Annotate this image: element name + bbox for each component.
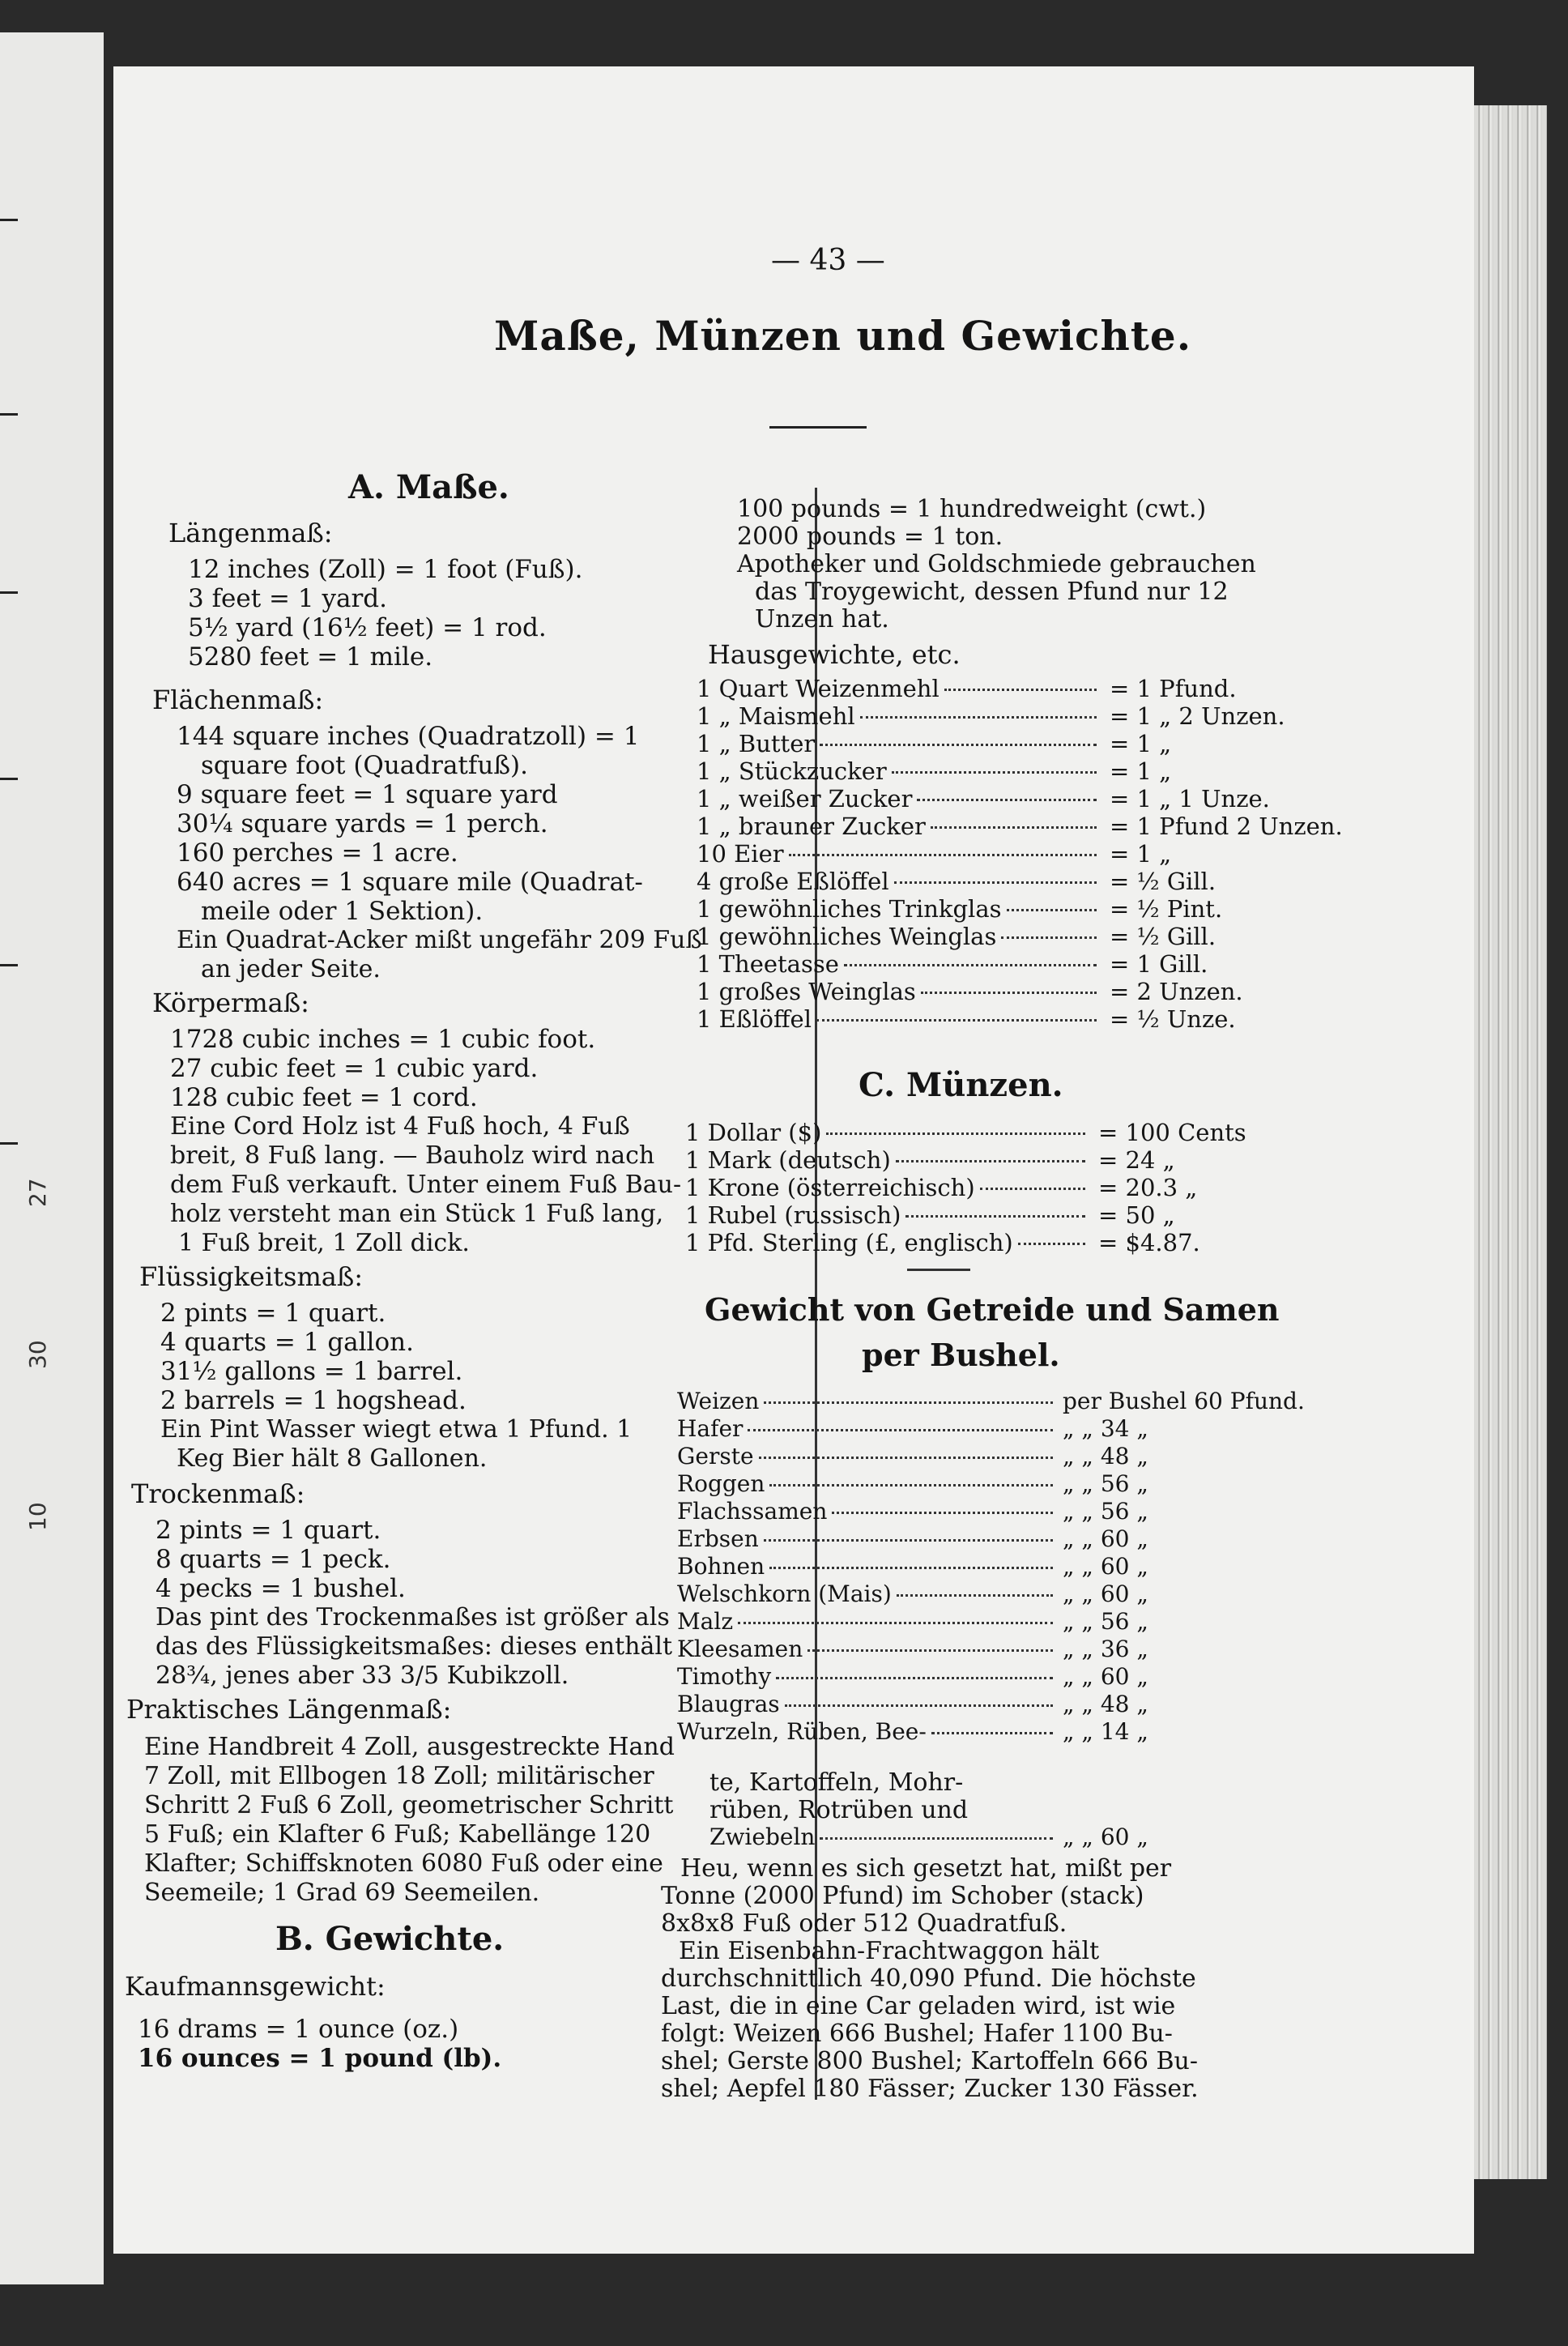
fluessigkeitsmass-line: Keg Bier hält 8 Gallonen. xyxy=(177,1444,488,1473)
row-value: = 1 Pfund. xyxy=(1110,675,1237,702)
koerpermass-line: 1 Fuß breit, 1 Zoll dick. xyxy=(178,1229,470,1257)
koerpermass-heading: Körpermaß: xyxy=(152,987,309,1018)
row-value: „ „ 14 „ xyxy=(1063,1718,1148,1745)
getreide-paragraph: Tonne (2000 Pfund) im Schober (stack) xyxy=(661,1882,1144,1910)
praktisches-heading: Praktisches Längenmaß: xyxy=(126,1694,452,1725)
row-label: 1 Krone (österreichisch) xyxy=(685,1174,975,1201)
row-label: 1 „ Stückzucker xyxy=(697,757,887,785)
koerpermass-line: Eine Cord Holz ist 4 Fuß hoch, 4 Fuß xyxy=(170,1112,630,1141)
dot-leader xyxy=(776,1677,1053,1679)
trockenmass-heading: Trockenmaß: xyxy=(131,1478,305,1509)
dot-leader xyxy=(844,964,1097,966)
koerpermass-line: 27 cubic feet = 1 cubic yard. xyxy=(170,1054,539,1083)
row-value: = 1 „ xyxy=(1110,757,1172,785)
getreide-title: Gewicht von Getreide und Samen xyxy=(705,1291,1280,1328)
right-top-line: Unzen hat. xyxy=(755,605,889,633)
row-label: 4 große Eßlöffel xyxy=(697,868,889,895)
row-value: = ½ Unze. xyxy=(1110,1005,1236,1033)
dot-leader xyxy=(892,771,1097,774)
row-value: = 1 Pfund 2 Unzen. xyxy=(1110,813,1343,840)
flaechenmass-line: Ein Quadrat-Acker mißt ungefähr 209 Fuß xyxy=(177,926,702,954)
dot-leader xyxy=(931,1732,1053,1734)
row-label: Blaugras xyxy=(677,1691,780,1717)
flaechenmass-line: 144 square inches (Quadratzoll) = 1 xyxy=(177,722,640,751)
trockenmass-line: 28¾, jenes aber 33 3/5 Kubikzoll. xyxy=(156,1661,569,1690)
row-value: „ „ 56 „ xyxy=(1063,1470,1148,1497)
praktisches-line: 5 Fuß; ein Klafter 6 Fuß; Kabellänge 120 xyxy=(144,1820,651,1849)
koerpermass-line: dem Fuß verkauft. Unter einem Fuß Bau- xyxy=(170,1171,682,1199)
right-top-line: 2000 pounds = 1 ton. xyxy=(737,523,1003,551)
dot-leader xyxy=(769,1484,1053,1487)
row-value: = 1 „ xyxy=(1110,730,1172,757)
getreide-cont: te, Kartoffeln, Mohr- xyxy=(709,1768,964,1797)
margin-tick xyxy=(0,219,18,221)
dot-leader xyxy=(894,881,1097,884)
dot-leader xyxy=(1001,936,1097,939)
row-label: 10 Eier xyxy=(697,840,784,868)
row-label: Roggen xyxy=(677,1470,765,1497)
dot-leader xyxy=(738,1622,1053,1624)
laengenmass-line: 3 feet = 1 yard. xyxy=(188,584,387,613)
flaechenmass-line: 30¼ square yards = 1 perch. xyxy=(177,809,548,838)
flaechenmass-line: 160 perches = 1 acre. xyxy=(177,838,458,868)
dot-leader xyxy=(820,1837,1053,1840)
row-value: = 1 „ 2 Unzen. xyxy=(1110,702,1285,730)
getreide-paragraph: Heu, wenn es sich gesetzt hat, mißt per xyxy=(680,1854,1172,1883)
flaechenmass-line: 640 acres = 1 square mile (Quadrat- xyxy=(177,868,643,897)
row-label: Welschkorn (Mais) xyxy=(677,1580,892,1607)
dot-leader xyxy=(764,1401,1053,1404)
row-value: = 50 „ xyxy=(1098,1201,1175,1229)
row-value: „ „ 36 „ xyxy=(1063,1636,1148,1662)
row-value: „ „ 48 „ xyxy=(1063,1443,1148,1469)
fluessigkeitsmass-line: 2 pints = 1 quart. xyxy=(160,1299,386,1328)
flaechenmass-line: 9 square feet = 1 square yard xyxy=(177,780,558,809)
row-label: Weizen xyxy=(677,1388,760,1414)
row-label: Zwiebeln xyxy=(709,1823,816,1850)
dot-leader xyxy=(860,716,1097,719)
row-label: Kleesamen xyxy=(677,1636,803,1662)
row-label: 1 Pfd. Sterling (£, englisch) xyxy=(685,1229,1013,1256)
fluessigkeitsmass-line: 4 quarts = 1 gallon. xyxy=(160,1328,414,1357)
row-value: = 100 Cents xyxy=(1098,1119,1246,1146)
fluessigkeitsmass-line: Ein Pint Wasser wiegt etwa 1 Pfund. 1 xyxy=(160,1415,633,1444)
row-label: 1 gewöhnliches Weinglas xyxy=(697,923,997,950)
section-c-title: C. Münzen. xyxy=(859,1066,1063,1104)
trockenmass-line: Das pint des Trockenmaßes ist größer als xyxy=(156,1603,670,1632)
praktisches-line: 7 Zoll, mit Ellbogen 18 Zoll; militärischer xyxy=(144,1762,654,1790)
row-label: Erbsen xyxy=(677,1525,759,1552)
row-value: „ „ 60 „ xyxy=(1063,1525,1148,1552)
dot-leader xyxy=(832,1512,1053,1514)
fluessigkeitsmass-heading: Flüssigkeitsmaß: xyxy=(139,1261,364,1292)
row-label: 1 „ Maismehl xyxy=(697,702,855,730)
row-value: „ „ 60 „ xyxy=(1063,1663,1148,1690)
margin-tick xyxy=(0,964,18,966)
dot-leader xyxy=(816,1019,1097,1022)
row-label: 1 Theetasse xyxy=(697,950,839,978)
praktisches-line: Eine Handbreit 4 Zoll, ausgestreckte Hand xyxy=(144,1733,675,1761)
margin-tick xyxy=(0,413,18,416)
row-value: „ „ 60 „ xyxy=(1063,1823,1148,1850)
koerpermass-line: holz versteht man ein Stück 1 Fuß lang, xyxy=(170,1200,664,1228)
right-top-line: Apotheker und Goldschmiede gebrauchen xyxy=(737,550,1256,578)
dot-leader xyxy=(769,1567,1053,1569)
section-a-title: A. Maße. xyxy=(348,468,509,506)
dot-leader xyxy=(921,992,1097,994)
row-label: 1 gewöhnliches Trinkglas xyxy=(697,895,1002,923)
dot-leader xyxy=(789,854,1097,856)
getreide-paragraph: 8x8x8 Fuß oder 512 Quadratfuß. xyxy=(661,1909,1067,1938)
getreide-title-2: per Bushel. xyxy=(862,1337,1060,1373)
flaechenmass-line: square foot (Quadratfuß). xyxy=(201,751,528,780)
row-label: 1 Quart Weizenmehl xyxy=(697,675,940,702)
dot-leader xyxy=(820,744,1097,746)
row-value: „ „ 48 „ xyxy=(1063,1691,1148,1717)
dot-leader xyxy=(759,1457,1053,1459)
dot-leader xyxy=(748,1429,1053,1431)
getreide-cont: rüben, Rotrüben und xyxy=(709,1796,969,1824)
row-label: 1 Eßlöffel xyxy=(697,1005,812,1033)
row-label: 1 Dollar ($) xyxy=(685,1119,822,1146)
dot-leader xyxy=(980,1188,1085,1190)
fluessigkeitsmass-line: 31½ gallons = 1 barrel. xyxy=(160,1357,463,1386)
praktisches-line: Schritt 2 Fuß 6 Zoll, geometrischer Schritt xyxy=(144,1791,674,1819)
section-b-title: B. Gewichte. xyxy=(275,1920,505,1958)
row-value: = ½ Gill. xyxy=(1110,868,1216,895)
hausgewichte-heading: Hausgewichte, etc. xyxy=(708,639,961,670)
row-label: Bohnen xyxy=(677,1553,765,1580)
row-value: = 20.3 „ xyxy=(1098,1174,1198,1201)
book-page xyxy=(113,66,1474,2254)
koerpermass-line: 128 cubic feet = 1 cord. xyxy=(170,1083,478,1112)
row-value: „ „ 56 „ xyxy=(1063,1608,1148,1635)
row-value: per Bushel 60 Pfund. xyxy=(1063,1388,1305,1414)
kaufmann-line: 16 drams = 1 ounce (oz.) xyxy=(138,2015,459,2044)
row-label: 1 großes Weinglas xyxy=(697,978,916,1005)
row-value: = $4.87. xyxy=(1098,1229,1200,1256)
dot-leader xyxy=(1018,1243,1085,1245)
flaechenmass-line: an jeder Seite. xyxy=(201,955,381,983)
dot-leader xyxy=(905,1215,1085,1218)
row-value: „ „ 60 „ xyxy=(1063,1580,1148,1607)
laengenmass-line: 12 inches (Zoll) = 1 foot (Fuß). xyxy=(188,555,583,584)
koerpermass-line: breit, 8 Fuß lang. — Bauholz wird nach xyxy=(170,1141,655,1170)
trockenmass-line: 4 pecks = 1 bushel. xyxy=(156,1574,406,1603)
praktisches-line: Klafter; Schiffsknoten 6080 Fuß oder eine xyxy=(144,1849,663,1878)
dot-leader xyxy=(896,1160,1085,1162)
trockenmass-line: das des Flüssigkeitsmaßes: dieses enthält xyxy=(156,1632,672,1661)
dot-leader xyxy=(807,1649,1053,1652)
getreide-paragraph: durchschnittlich 40,090 Pfund. Die höchste xyxy=(661,1964,1196,1993)
right-top-line: das Troygewicht, dessen Pfund nur 12 xyxy=(755,578,1229,606)
row-value: = 2 Unzen. xyxy=(1110,978,1243,1005)
margin-number: 30 xyxy=(24,1340,51,1369)
margin-tick xyxy=(0,778,18,780)
row-value: = 1 „ 1 Unze. xyxy=(1110,785,1270,813)
dot-leader xyxy=(944,689,1097,691)
kaufmann-heading: Kaufmannsgewicht: xyxy=(125,1971,386,2002)
margin-number: 10 xyxy=(24,1502,51,1531)
section-rule xyxy=(907,1269,970,1271)
page-stack-edge xyxy=(1474,105,1547,2179)
facing-page-edge xyxy=(0,32,104,2284)
laengenmass-heading: Längenmaß: xyxy=(168,518,333,548)
laengenmass-line: 5½ yard (16½ feet) = 1 rod. xyxy=(188,613,547,642)
row-value: = ½ Pint. xyxy=(1110,895,1223,923)
row-label: Flachssamen xyxy=(677,1498,828,1525)
laengenmass-line: 5280 feet = 1 mile. xyxy=(188,642,433,672)
fluessigkeitsmass-line: 2 barrels = 1 hogshead. xyxy=(160,1386,467,1415)
margin-tick xyxy=(0,591,18,594)
getreide-paragraph: shel; Gerste 800 Bushel; Kartoffeln 666 Bu- xyxy=(661,2047,1198,2075)
row-value: = 1 „ xyxy=(1110,840,1172,868)
dot-leader xyxy=(931,826,1097,829)
row-value: = 1 Gill. xyxy=(1110,950,1208,978)
getreide-paragraph: Last, die in eine Car geladen wird, ist wie xyxy=(661,1992,1176,2020)
dot-leader xyxy=(826,1132,1085,1135)
flaechenmass-heading: Flächenmaß: xyxy=(152,685,324,715)
margin-tick xyxy=(0,1142,18,1145)
row-value: „ „ 60 „ xyxy=(1063,1553,1148,1580)
row-label: Timothy xyxy=(677,1663,772,1690)
getreide-paragraph: shel; Aepfel 180 Fässer; Zucker 130 Fässer. xyxy=(661,2075,1199,2103)
row-value: = 24 „ xyxy=(1098,1146,1175,1174)
row-label: 1 Rubel (russisch) xyxy=(685,1201,901,1229)
row-label: Malz xyxy=(677,1608,734,1635)
title-rule xyxy=(769,426,867,429)
row-label: 1 „ Butter xyxy=(697,730,816,757)
dot-leader xyxy=(785,1704,1053,1707)
dot-leader xyxy=(1007,909,1097,911)
row-label: Hafer xyxy=(677,1415,744,1442)
trockenmass-line: 8 quarts = 1 peck. xyxy=(156,1545,391,1574)
getreide-paragraph: Ein Eisenbahn-Frachtwaggon hält xyxy=(679,1937,1100,1965)
row-label: Gerste xyxy=(677,1443,754,1469)
row-value: „ „ 34 „ xyxy=(1063,1415,1148,1442)
page-title: Maße, Münzen und Gewichte. xyxy=(494,312,1192,360)
row-label: 1 „ weißer Zucker xyxy=(697,785,913,813)
row-value: „ „ 56 „ xyxy=(1063,1498,1148,1525)
right-top-line: 100 pounds = 1 hundredweight (cwt.) xyxy=(737,495,1207,523)
row-label: 1 „ brauner Zucker xyxy=(697,813,926,840)
page-number: — 43 — xyxy=(771,244,885,277)
koerpermass-line: 1728 cubic inches = 1 cubic foot. xyxy=(170,1025,596,1054)
dot-leader xyxy=(764,1539,1053,1542)
margin-number: 27 xyxy=(24,1178,51,1207)
kaufmann-line: 16 ounces = 1 pound (lb). xyxy=(138,2044,502,2073)
trockenmass-line: 2 pints = 1 quart. xyxy=(156,1516,381,1545)
flaechenmass-line: meile oder 1 Sektion). xyxy=(201,897,484,926)
row-label: Wurzeln, Rüben, Bee- xyxy=(677,1718,927,1745)
getreide-paragraph: folgt: Weizen 666 Bushel; Hafer 1100 Bu- xyxy=(661,2020,1173,2048)
row-label: 1 Mark (deutsch) xyxy=(685,1146,891,1174)
praktisches-line: Seemeile; 1 Grad 69 Seemeilen. xyxy=(144,1879,540,1907)
dot-leader xyxy=(897,1594,1053,1597)
row-value: = ½ Gill. xyxy=(1110,923,1216,950)
dot-leader xyxy=(917,799,1097,801)
